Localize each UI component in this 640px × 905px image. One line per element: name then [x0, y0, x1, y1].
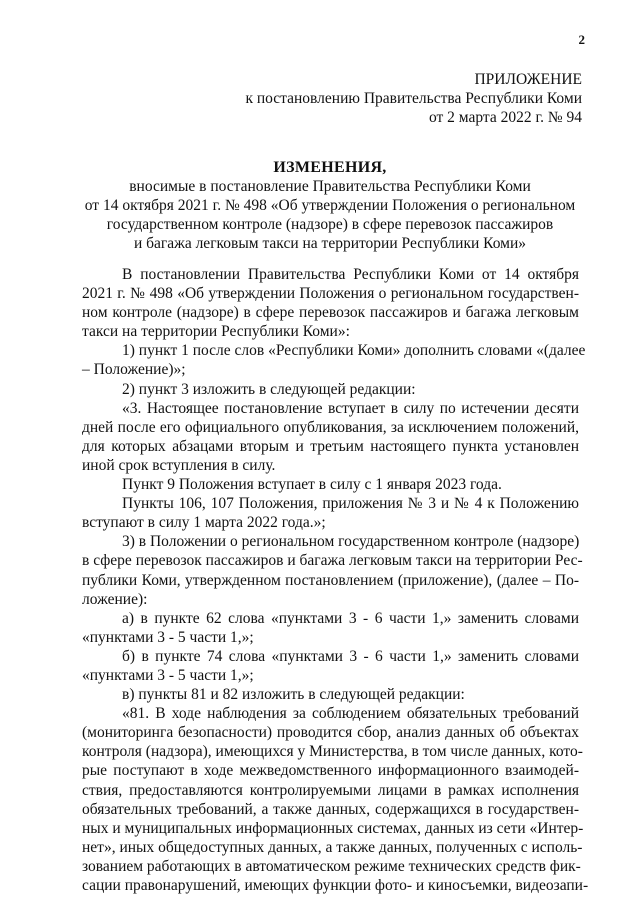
text-line: «81. В ходе наблюдения за соблюдением обязательных требований [122, 705, 579, 723]
appendix-resolution: к постановлению Правительства Республики Коми [245, 90, 582, 107]
text-line: (мониторинга безопасности) проводится сбор, анализ данных об объектах [82, 724, 579, 742]
text-line: зованием работающих в автоматическом режиме технических средств фик- [82, 857, 581, 875]
text-line: ложение): [82, 590, 148, 608]
document-heading [60, 158, 600, 253]
document-body [82, 265, 589, 895]
text-line: 2) пункт 3 изложить в следующей редакции: [122, 380, 416, 398]
text-line: вступают в силу 1 марта 2022 года.»; [82, 514, 326, 532]
heading-line: от 14 октября 2021 г. № 498 «Об утверждении Положения о региональном [84, 197, 576, 214]
text-line: иной срок вступления в силу. [82, 456, 276, 474]
appendix-block [245, 70, 582, 127]
text-line: – Положение)»; [82, 361, 186, 379]
text-line: 1) пункт 1 после слов «Республики Коми» дополнить словами «(далее [122, 342, 586, 360]
text-line: Пункты 106, 107 Положения, приложения № 3 и № 4 к Положению [122, 495, 579, 513]
heading-line: и багажа легковым такси на территории Республики Коми» [133, 235, 527, 252]
text-line: ствия, предоставляются контролируемыми лицами в рамках исполнения [82, 781, 579, 799]
text-line: публики Коми, утвержденном постановлением (приложение), (далее – По- [82, 571, 579, 589]
text-line: ном контроле (надзоре) в сфере перевозок пассажиров и багажа легковым [82, 304, 579, 322]
heading-line: государственном контроле (надзоре) в сфере перевозок пассажиров [106, 216, 554, 233]
text-line: дней после его официального опубликования, за исключением положений, [82, 418, 579, 436]
text-line: б) в пункте 74 слова «пунктами 3 - 6 части 1,» заменить словами [122, 647, 579, 665]
text-line: 2021 г. № 498 «Об утверждении Положения о региональном государствен- [82, 285, 579, 303]
text-line: в сфере перевозок пассажиров и багажа легковым такси на территории Рес- [82, 552, 583, 570]
text-line: ных и муниципальных информационных системах, данных из сети «Интер- [82, 819, 584, 837]
text-line: сации правонарушений, имеющих функции фото- и киносъемки, видеозапи- [82, 877, 589, 894]
text-line: В постановлении Правительства Республики Коми от 14 октября [122, 266, 579, 283]
page-number: 2 [578, 32, 585, 47]
text-line: обязательных требований, а также данных, содержащихся в государствен- [82, 800, 579, 818]
text-line: в) пункты 81 и 82 изложить в следующей редакции: [122, 686, 465, 704]
text-line: «3. Настоящее постановление вступает в силу по истечении десяти [122, 399, 579, 417]
appendix-date: от 2 марта 2022 г. № 94 [428, 109, 582, 126]
text-line: Пункт 9 Положения вступает в силу с 1 января 2023 года. [122, 476, 502, 494]
heading-line: вносимые в постановление Правительства Республики Коми [129, 178, 531, 195]
text-line: для которых абзацами вторым и третьим настоящего пункта установлен [82, 437, 579, 455]
appendix-title: ПРИЛОЖЕНИЕ [474, 71, 582, 88]
text-line: 3) в Положении о региональном государственном контроле (надзоре) [122, 533, 580, 551]
text-line: «пунктами 3 - 5 части 1,»; [82, 666, 254, 684]
heading-title: ИЗМЕНЕНИЯ, [273, 159, 387, 176]
text-line: а) в пункте 62 слова «пунктами 3 - 6 части 1,» заменить словами [122, 609, 579, 627]
text-line: нет», иных общедоступных данных, а также данных, полученных с исполь- [82, 838, 583, 856]
text-line: такси на территории Республики Коми»: [82, 323, 350, 341]
text-line: «пунктами 3 - 5 части 1,»; [82, 628, 254, 646]
text-line: контроля (надзора), имеющихся у Министерства, в том числе данных, кото- [82, 743, 583, 761]
text-line: рые поступают в ходе межведомственного информационного взаимодей- [82, 762, 579, 780]
